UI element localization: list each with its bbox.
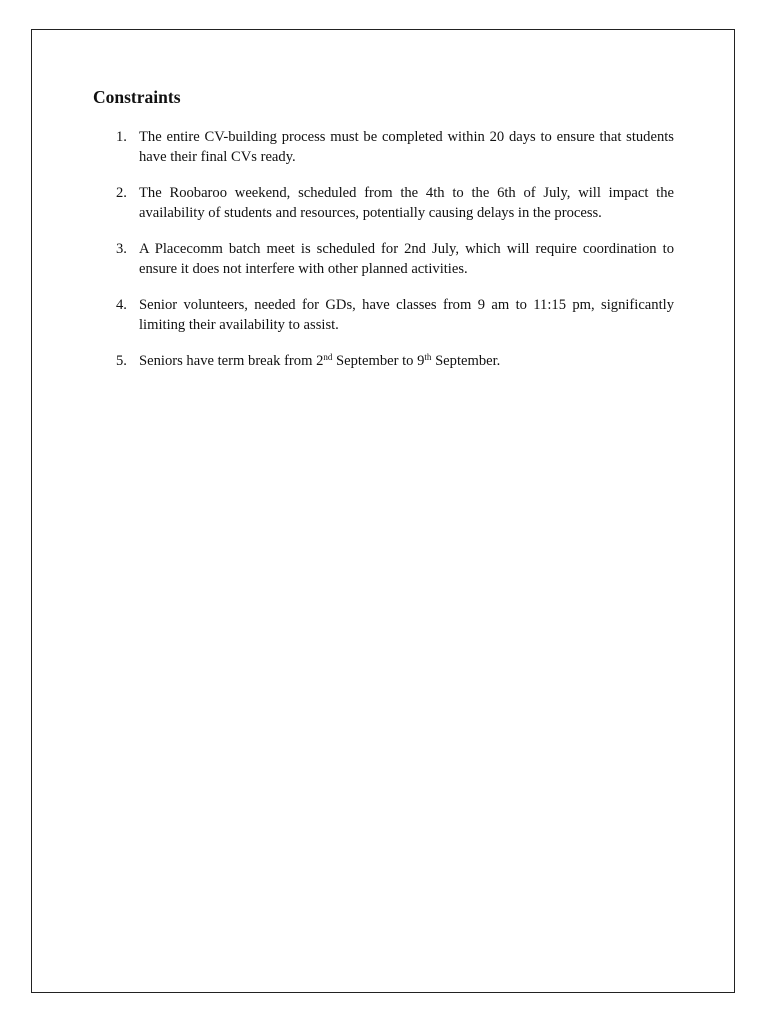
list-item bbox=[116, 296, 674, 335]
list-item bbox=[116, 240, 674, 279]
list-item-text: A Placecomm batch meet is scheduled for 2nd July, which will require coordination to ensure it does not interfere with other planned activities. bbox=[139, 241, 674, 277]
list-item-text: The entire CV-building process must be completed within 20 days to ensure that students have their final CVs ready. bbox=[139, 129, 674, 165]
text-segment: September. bbox=[431, 353, 501, 369]
list-item bbox=[116, 128, 674, 167]
section-heading: Constraints bbox=[93, 87, 181, 107]
text-segment: September to 9 bbox=[332, 353, 425, 369]
list-number: 4. bbox=[116, 297, 127, 313]
list-item bbox=[116, 184, 674, 223]
list-item-text: The Roobaroo weekend, scheduled from the 4th to the 6th of July, will impact the availability of students and resources, potentially causing delays in the process. bbox=[139, 185, 674, 221]
list-item bbox=[116, 352, 674, 372]
superscript: nd bbox=[323, 352, 333, 362]
list-number: 1. bbox=[116, 129, 127, 145]
list-number: 3. bbox=[116, 241, 127, 257]
list-number: 2. bbox=[116, 185, 127, 201]
constraints-list bbox=[116, 128, 674, 389]
superscript: th bbox=[424, 352, 432, 362]
list-item-text: Senior volunteers, needed for GDs, have classes from 9 am to 11:15 pm, significantly limiting their availability to assist. bbox=[139, 297, 674, 333]
list-item-text bbox=[139, 353, 500, 369]
list-number: 5. bbox=[116, 353, 127, 369]
text-segment: Seniors have term break from 2 bbox=[139, 353, 324, 369]
